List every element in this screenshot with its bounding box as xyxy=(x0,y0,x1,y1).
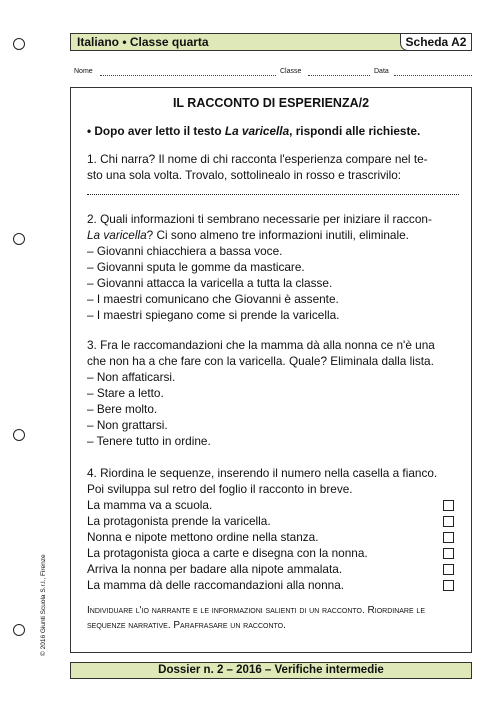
student-info-row xyxy=(74,68,474,80)
q2-line-2-rest: ? Ci sono almeno tre informazioni inutili, eliminale. xyxy=(146,228,409,242)
q2-item[interactable]: – I maestri spiegano come si prende la varicella. xyxy=(87,308,340,322)
sheet-header xyxy=(70,33,472,51)
q4-item: La protagonista prende la varicella. xyxy=(87,514,271,528)
instruction-suffix: , rispondi alle richieste. xyxy=(289,124,421,138)
nome-field[interactable] xyxy=(100,69,276,76)
instruction xyxy=(87,124,467,139)
q4-item: La mamma va a scuola. xyxy=(87,498,213,512)
exercise-panel xyxy=(70,87,472,653)
q2-item[interactable]: – Giovanni chiacchiera a bassa voce. xyxy=(87,244,283,258)
binder-hole xyxy=(13,429,25,441)
q2-line-2 xyxy=(87,228,467,243)
q4-line-2: Poi sviluppa sul retro del foglio il racconto in breve. xyxy=(87,482,353,496)
binder-hole xyxy=(13,233,25,245)
q4-item: Arriva la nonna per badare alla nipote ammalata. xyxy=(87,562,343,576)
order-checkbox[interactable] xyxy=(443,532,454,543)
classe-label: Classe xyxy=(280,68,302,75)
order-checkbox[interactable] xyxy=(443,548,454,559)
binder-hole xyxy=(13,38,25,50)
instruction-prefix: • Dopo aver letto il testo xyxy=(87,124,225,138)
q3-item[interactable]: – Tenere tutto in ordine. xyxy=(87,434,211,448)
q3-item[interactable]: – Non grattarsi. xyxy=(87,418,168,432)
order-checkbox[interactable] xyxy=(443,564,454,575)
q2-item[interactable]: – I maestri comunicano che Giovanni è assente. xyxy=(87,292,339,306)
q3-item[interactable]: – Stare a letto. xyxy=(87,386,164,400)
nome-label: Nome xyxy=(74,68,93,75)
q3-line-2: che non ha a che fare con la varicella. Quale? Eliminala dalla lista. xyxy=(87,354,434,368)
q2-item[interactable]: – Giovanni attacca la varicella a tutta la classe. xyxy=(87,276,333,290)
data-field[interactable] xyxy=(394,69,472,76)
q3-item[interactable]: – Non affaticarsi. xyxy=(87,370,176,384)
data-label: Data xyxy=(374,68,389,75)
book-title: La varicella xyxy=(87,228,147,242)
order-checkbox[interactable] xyxy=(443,500,454,511)
q2-line-1: 2. Quali informazioni ti sembrano necessarie per iniziare il raccon- xyxy=(87,212,432,226)
book-title: La varicella xyxy=(224,124,290,138)
q2-item[interactable]: – Giovanni sputa le gomme da masticare. xyxy=(87,260,305,274)
sheet-tag: Scheda A2 xyxy=(400,33,472,51)
classe-field[interactable] xyxy=(308,69,370,76)
subject-label: Italiano • Classe quarta xyxy=(77,35,209,49)
learning-goals: Individuare l'io narrante e le informazioni salienti di un racconto. Riordinare le sequenze narrative. Parafrasare un racconto. xyxy=(87,605,425,631)
q4-line-1: 4. Riordina le sequenze, inserendo il numero nella casella a fianco. xyxy=(87,466,438,480)
order-checkbox[interactable] xyxy=(443,580,454,591)
order-checkbox[interactable] xyxy=(443,516,454,527)
q1-answer-line[interactable] xyxy=(87,184,467,199)
copyright-note: © 2016 Giunti Scuola S.r.l., Firenze xyxy=(40,554,47,656)
q3-line-1: 3. Fra le raccomandazioni che la mamma dà alla nonna ce n'è una xyxy=(87,338,435,352)
q4-item: Nonna e nipote mettono ordine nella stanza. xyxy=(87,530,319,544)
q1-line-1: 1. Chi narra? Il nome di chi racconta l'esperienza compare nel te- xyxy=(87,152,428,166)
q4-item: La mamma dà delle raccomandazioni alla nonna. xyxy=(87,578,345,592)
page-title: IL RACCONTO DI ESPERIENZA/2 xyxy=(172,96,370,110)
q4-item: La protagonista gioca a carte e disegna con la nonna. xyxy=(87,546,368,560)
binder-hole xyxy=(13,624,25,636)
q3-item[interactable]: – Bere molto. xyxy=(87,402,158,416)
q1-line-2: sto una sola volta. Trovalo, sottolinealo in rosso e trascrivilo: xyxy=(87,168,402,182)
page-footer: Dossier n. 2 – 2016 – Verifiche intermedie xyxy=(70,662,472,679)
